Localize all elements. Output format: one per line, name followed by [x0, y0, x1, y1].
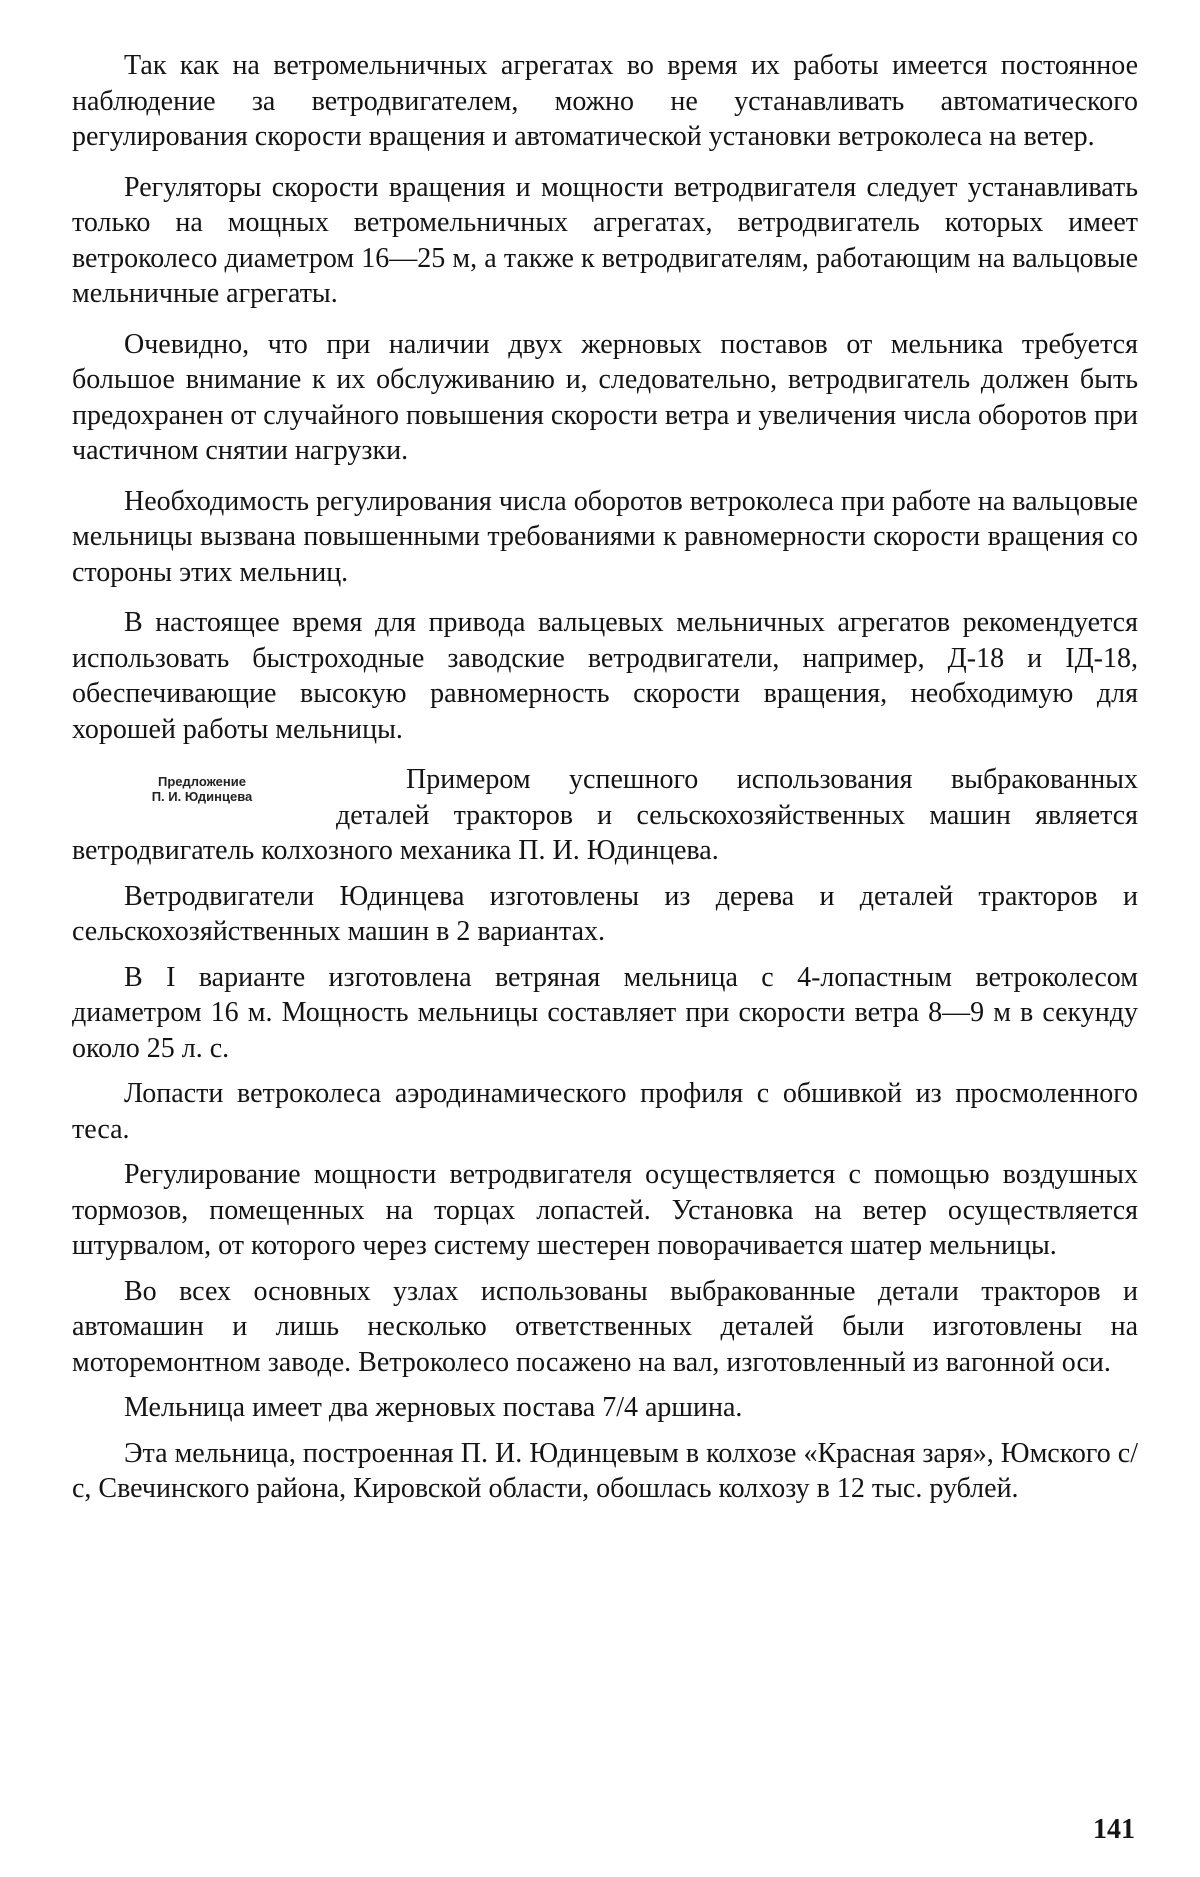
paragraph-8: Лопасти ветроколеса аэродинамического профиля с обшивкой из просмоленного теса. — [72, 1078, 1138, 1145]
paragraph-12: Эта мельница, построенная П. И. Юдинцевым в колхозе «Красная заря», Юмского с/с, Свечинского района, Кировской области, обошлась колхозу в 12 тыс. рублей. — [72, 1437, 1138, 1504]
paragraph-9: Регулирование мощности ветродвигателя осуществляется с помощью воздушных тормозов, помещенных на торцах лопастей. Установка на ветер осуществляется штурвалом, от которого через систему шестерен поворачивается шатер мельницы. — [72, 1159, 1138, 1261]
margin-note-title: Предложение — [158, 774, 246, 789]
proposal-paragraph-block — [72, 762, 1138, 869]
paragraph-5: В настоящее время для привода вальцевых мельничных агрегатов рекомендуется использовать быстроходные заводские ветродвигатели, например, Д-18 и ІД-18, обеспечивающие высокую равномерность скорости вращения, необходимую для хорошей работы мельницы. — [72, 607, 1138, 745]
margin-note — [68, 774, 336, 804]
paragraph-4: Необходимость регулирования числа оборотов ветроколеса при работе на вальцовые мельницы вызвана повышенными требованиями к равномерности скорости вращения со стороны этих мельниц. — [72, 485, 1138, 588]
proposal-paragraph: Примером успешного использования выбракованных деталей тракторов и сельскохозяйственных машин является ветродвигатель колхозного механика П. И. Юдинцева. — [72, 764, 1138, 866]
paragraph-6: Ветродвигатели Юдинцева изготовлены из дерева и деталей тракторов и сельскохозяйственных машин в 2 вариантах. — [72, 880, 1138, 947]
paragraph-7: В I варианте изготовлена ветряная мельница с 4-лопастным ветроколесом диаметром 16 м. Мощность мельницы составляет при скорости ветра 8—9 м в секунду около 25 л. с. — [72, 961, 1138, 1064]
page-number: 141 — [1093, 1814, 1135, 1845]
paragraph-3: Очевидно, что при наличии двух жерновых поставов от мельника требуется большое внимание к их обслуживанию и, следовательно, ветродвигатель должен быть предохранен от случайного повышения скорости ветра и увеличения числа оборотов при частичном снятии нагрузки. — [72, 328, 1138, 466]
paragraph-10: Во всех основных узлах использованы выбракованные детали тракторов и автомашин и лишь несколько ответственных деталей были изготовлены на моторемонтном заводе. Ветроколесо посажено на вал, изготовленный из вагонной оси. — [72, 1275, 1138, 1378]
paragraph-2: Регуляторы скорости вращения и мощности ветродвигателя следует устанавливать только на мощных ветромельничных агрегатах, ветродвигатель которых имеет ветроколесо диаметром 16—25 м, а также к ветродвигателям, работающим на вальцовые мельничные агрегаты. — [72, 171, 1138, 309]
paragraph-1: Так как на ветромельничных агрегатах во время их работы имеется постоянное наблюдение за ветродвигателем, можно не устанавливать автоматического регулирования скорости вращения и автоматической установки ветроколеса на ветер. — [72, 50, 1138, 152]
margin-note-author: П. И. Юдинцева — [151, 789, 253, 804]
body-text — [72, 48, 1138, 1517]
paragraph-11: Мельница имеет два жерновых постава 7/4 аршина. — [124, 1392, 743, 1423]
